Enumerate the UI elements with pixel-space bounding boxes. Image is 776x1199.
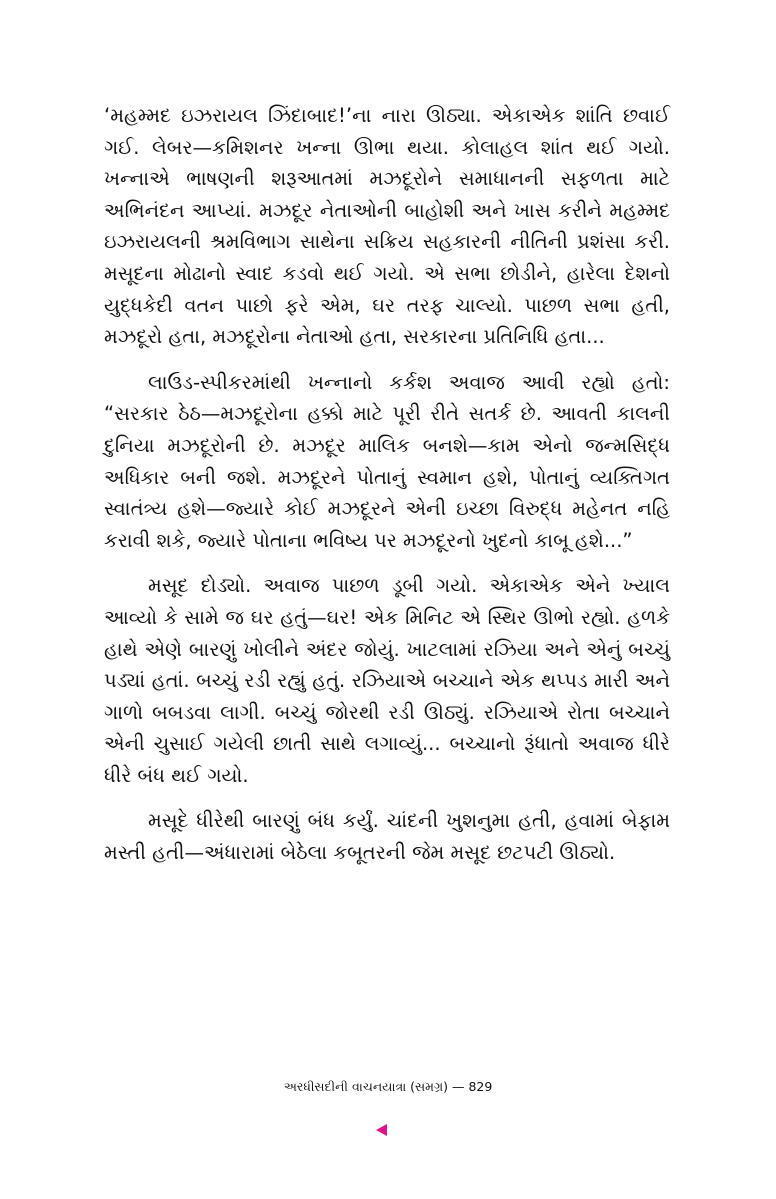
paragraph-4: મસૂદે ધીરેથી બારણું બંધ કર્યું. ચાંદની ખુશનુમા હતી, હવામાં બેફામ મસ્તી હતી—અંધારામાં બેઠેલા કબૂતરની જેમ મસૂદ છટપટી ઊઠ્યો. <box>104 809 670 865</box>
page-body <box>104 100 670 883</box>
paragraph-3: મસૂદ દોડ્યો. અવાજ પાછળ ડૂબી ગયો. એકાએક એને ખ્યાલ આવ્યો કે સામે જ ઘર હતું—ઘર! એક મિનિટ એ સ્થિર ઊભો રહ્યો. હળકે હાથે એણે બારણું ખોલીને અંદર જોયું. ખાટલામાં રઝિયા અને એનું બચ્ચું પડ્યાં હતાં. બચ્ચું રડી રહ્યું હતું. રઝિયાએ બચ્ચાને એક થપ્પડ મારી અને ગાળો બબડવા લાગી. બચ્ચું જોરથી રડી ઊઠ્યું. રઝિયાએ રોતા બચ્ચાને એની ચુસાઈ ગયેલી છાતી સાથે લગાવ્યું... બચ્ચાનો રૂંધાતો અવાજ ધીરે ધીરે બંધ થઈ ગયો. <box>104 574 670 787</box>
paragraph-1: ‘મહમ્મદ ઇઝરાયલ ઝિંદાબાદ!’ના નારા ઊઠ્યા. એકાએક શાંતિ છવાઈ ગઈ. લેબર—કમિશનર ખન્ના ઊભા થયા. કોલાહલ શાંત થઈ ગયો. ખન્નાએ ભાષણની શરૂઆતમાં મઝદૂરોને સમાધાનની સફળતા માટે અભિનંદન આપ્યાં. મઝદૂર નેતાઓની બાહોશી અને ખાસ કરીને મહમ્મદ ઇઝરાયલની શ્રમવિભાગ સાથેના સક્રિય સહકારની નીતિની પ્રશંસા કરી. મસૂદના મોઢાનો સ્વાદ કડવો થઈ ગયો. એ સભા છોડીને, હારેલા દેશનો યુદ્ધકેદી વતન પાછો ફરે એમ, ઘર તરફ ચાલ્યો. પાછળ સભા હતી, મઝદૂરો હતા, મઝદૂરોના નેતાઓ હતા, સરકારના પ્રતિનિધિ હતા... <box>104 104 670 349</box>
page-footer: અરધીસદીની વાચનયાત્રા (સમગ્ર) — 829 <box>283 1079 493 1094</box>
triangle-left-icon <box>375 1123 389 1137</box>
previous-page-button[interactable] <box>370 1118 394 1142</box>
paragraph-2: લાઉડ-સ્પીકરમાંથી ખન્નાનો કર્કશ અવાજ આવી રહ્યો હતો: “સરકાર ઠેઠ—મઝદૂરોના હક્કો માટે પૂરી રીતે સતર્ક છે. આવતી કાલની દુનિયા મઝદૂરોની છે. મઝદૂર માલિક બનશે—કામ એનો જન્મસિદ્ધ અધિકાર બની જશે. મઝદૂરને પોતાનું સ્વમાન હશે, પોતાનું વ્યક્તિગત સ્વાતંત્ર્ય હશે—જ્યારે કોઈ મઝદૂરને એની ઇચ્છા વિરુદ્ધ મહેનત નહિ કરાવી શકે, જ્યારે પોતાના ભવિષ્ય પર મઝદૂરનો ખુદનો કાબૂ હશે...” <box>104 370 670 552</box>
